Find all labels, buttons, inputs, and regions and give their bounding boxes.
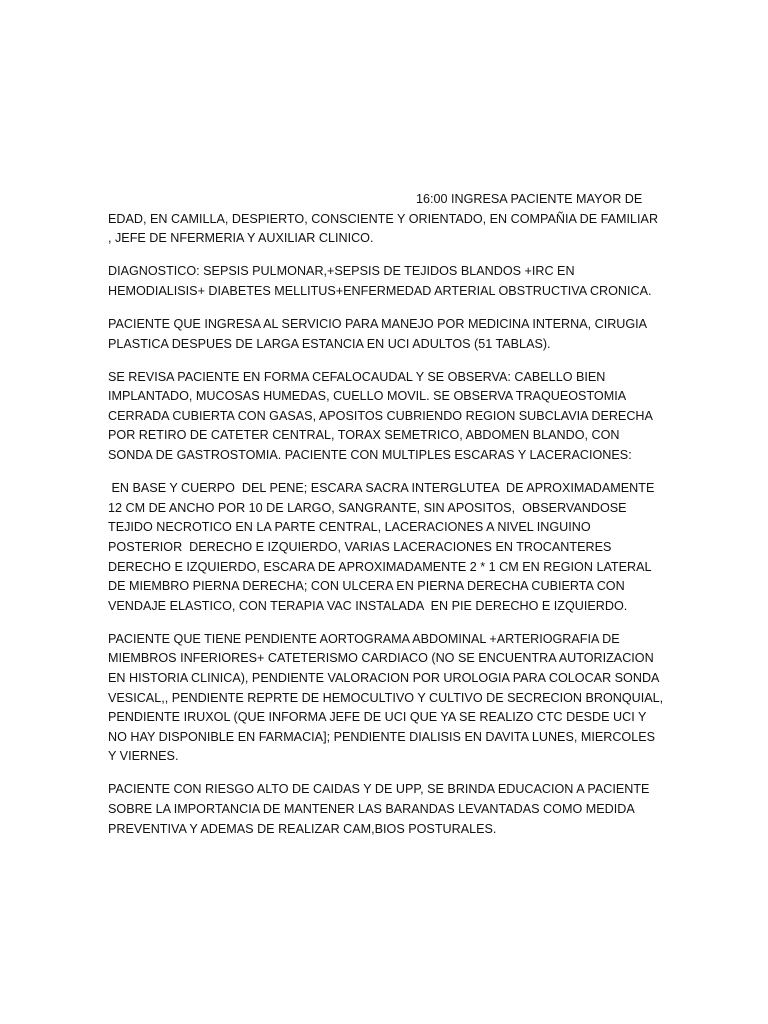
paragraph-pending: PACIENTE QUE TIENE PENDIENTE AORTOGRAMA ABDOMINAL +ARTERIOGRAFIA DE MIEMBROS INFERIORES+ CATETERISMO CARDIACO (NO SE ENCUENTRA AUTORIZACION EN HISTORIA CLINICA), PENDIENTE VALORACION POR UROLOGIA PARA COLOCAR SONDA VESICAL,, PENDIENTE REPRTE DE HEMOCULTIVO Y CULTIVO DE SECRECION BRONQUIAL, PENDIENTE IRUXOL (QUE INFORMA JEFE DE UCI QUE YA SE REALIZO CTC DESDE UCI Y NO HAY DISPONIBLE EN FARMACIA]; PENDIENTE DIALISIS EN DAVITA LUNES, MIERCOLES Y VIERNES. (108, 631, 664, 764)
paragraph-risk: PACIENTE CON RIESGO ALTO DE CAIDAS Y DE UPP, SE BRINDA EDUCACION A PACIENTE SOBRE LA IMPORTANCIA DE MANTENER LAS BARANDAS LEVANTADAS COMO MEDIDA PREVENTIVA Y ADEMAS DE REALIZAR CAM,BIOS POSTURALES. (108, 782, 650, 836)
paragraph-admission (108, 190, 664, 249)
paragraph-lesions (108, 479, 664, 616)
paragraph-examination: SE REVISA PACIENTE EN FORMA CEFALOCAUDAL Y SE OBSERVA: CABELLO BIEN IMPLANTADO, MUCOSAS HUMEDAS, CUELLO MOVIL. SE OBSERVA TRAQUEOSTOMIA CERRADA CUBIERTA CON GASAS, APOSITOS CUBRIENDO REGION SUBCLAVIA DERECHA POR RETIRO DE CATETER CENTRAL, TORAX SEMETRICO, ABDOMEN BLANDO, CON SONDA DE GASTROSTOMIA. PACIENTE CON MULTIPLES ESCARAS Y LACERACIONES: (108, 369, 653, 463)
paragraph-service: PACIENTE QUE INGRESA AL SERVICIO PARA MANEJO POR MEDICINA INTERNA, CIRUGIA PLASTICA DESPUES DE LARGA ESTANCIA EN UCI ADULTOS (51 TABLAS). (108, 316, 647, 351)
document-body (108, 190, 664, 853)
paragraph-diagnosis: DIAGNOSTICO: SEPSIS PULMONAR,+SEPSIS DE TEJIDOS BLANDOS +IRC EN HEMODIALISIS+ DIABETES MELLITUS+ENFERMEDAD ARTERIAL OBSTRUCTIVA CRONICA. (108, 264, 652, 298)
lesions-text: EN BASE Y CUERPO DEL PENE; ESCARA SACRA INTERGLUTEA DE APROXIMADAMENTE 12 CM DE ANCHO POR 10 DE LARGO, SANGRANTE, SIN APOSITOS, OBSERVANDOSE TEJIDO NECROTICO EN LA PARTE CENTRAL, LACERACIONES A NIVEL INGUINO POSTERIOR DERECHO E IZQUIERDO, VARIAS LACERACIONES EN TROCANTERES DERECHO E IZQUIERDO, ESCARA DE APROXIMADAMENTE 2 * 1 CM EN REGION LATERAL DE MIEMBRO PIERNA DERECHA; CON ULCERA EN PIERNA DERECHA CUBIERTA CON VENDAJE ELASTICO, CON TERAPIA VAC INSTALADA EN PIE DERECHO E IZQUIERDO. (108, 481, 658, 613)
admission-first-line: 16:00 INGRESA PACIENTE MAYOR DE (416, 192, 643, 206)
admission-text: EDAD, EN CAMILLA, DESPIERTO, CONSCIENTE Y ORIENTADO, EN COMPAÑIA DE FAMILIAR , JEFE DE NFERMERIA Y AUXILIAR CLINICO. (108, 211, 659, 246)
